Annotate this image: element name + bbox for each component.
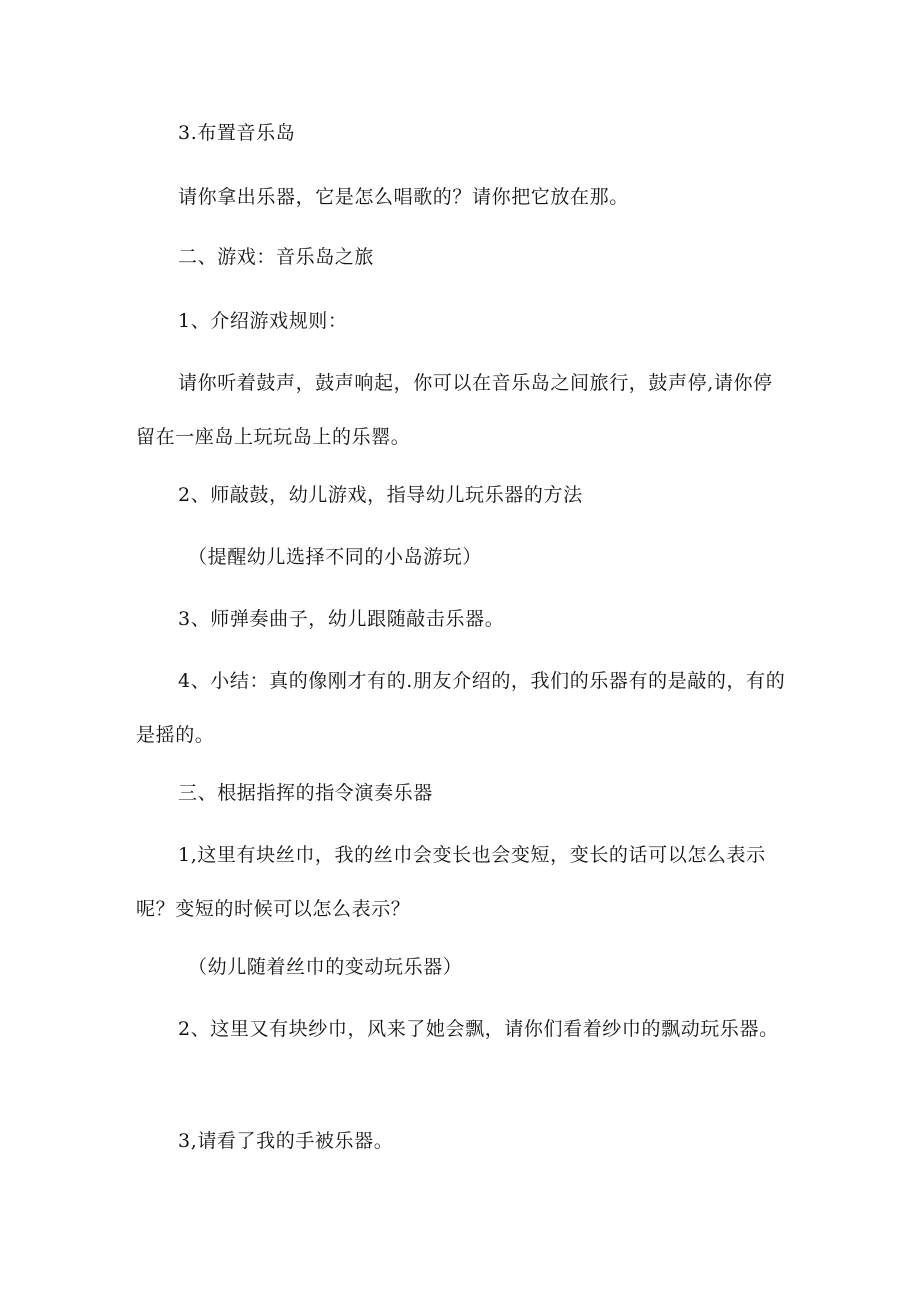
- paragraph-game-rules-text: 请你听着鼓声，鼓声响起，你可以在音乐岛之间旅行，鼓声停,请你停留在一座岛上玩玩岛上的乐罂。: [136, 372, 773, 448]
- paragraph-gauze-scarf: 2、这里又有块纱巾，风来了她会飘，请你们看着纱巾的飘动玩乐器。: [178, 1018, 779, 1040]
- paragraph-step-two: 2、师敲鼓，幼儿游戏，指导幼儿玩乐器的方法: [178, 484, 583, 506]
- paragraph-note-scarf: （幼儿随着丝巾的变动玩乐器）: [188, 956, 463, 978]
- paragraph-game-rules-heading: 1、介绍游戏规则：: [178, 310, 348, 332]
- paragraph-summary: 4、小结：真的像刚才有的.朋友介绍的，我们的乐器有的是敲的，有的是摇的。: [136, 670, 786, 746]
- paragraph-instruction-instrument: 请你拿出乐器，它是怎么唱歌的？请你把它放在那。: [178, 186, 629, 208]
- paragraph-watch-hand: 3,请看了我的手被乐器。: [178, 1130, 394, 1152]
- paragraph-heading-arrange-island: 3.布置音乐岛: [178, 122, 296, 144]
- paragraph-note-islands: （提醒幼儿选择不同的小岛游玩）: [188, 546, 483, 568]
- paragraph-step-three: 3、师弹奏曲子，幼儿跟随敲击乐器。: [178, 608, 505, 630]
- paragraph-section-three-title: 三、根据指挥的指令演奏乐器: [178, 782, 433, 804]
- paragraph-section-two-title: 二、游戏：音乐岛之旅: [178, 246, 375, 268]
- paragraph-silk-scarf: 1,这里有块丝巾，我的丝巾会变长也会变短，变长的话可以怎么表示呢？变短的时候可以怎么表示？: [136, 844, 766, 920]
